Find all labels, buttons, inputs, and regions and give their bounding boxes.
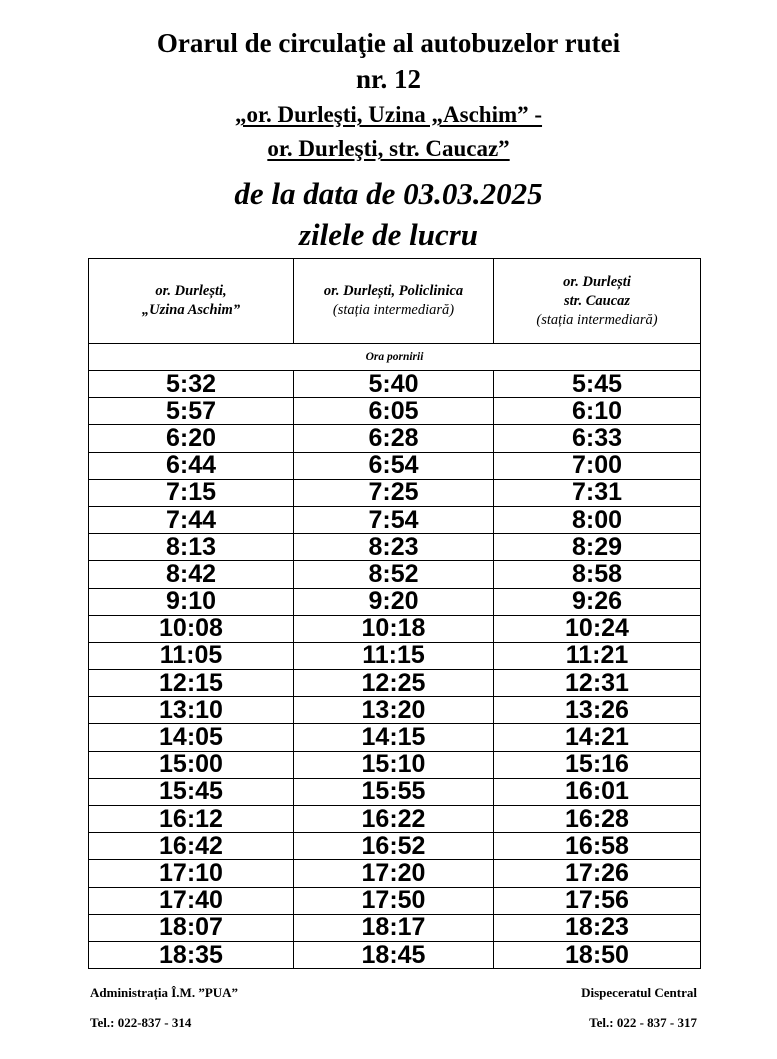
column-header-1-line2: „Uzina Aschim” [141, 302, 241, 318]
departure-time-cell: 11:21 [494, 642, 701, 669]
departure-time-cell: 10:18 [294, 615, 494, 642]
column-header-uzina-aschim [89, 259, 294, 344]
column-header-policlinica [294, 259, 494, 344]
departure-time-cell: 11:15 [294, 642, 494, 669]
departure-time-cell: 12:15 [89, 670, 294, 697]
table-row [89, 751, 701, 778]
departure-time-cell: 18:17 [294, 914, 494, 941]
departure-time-cell: 5:57 [89, 398, 294, 425]
table-row [89, 670, 701, 697]
column-header-2-sub: (stația intermediară) [332, 302, 455, 318]
departure-time-cell: 8:29 [494, 534, 701, 561]
footer-left-phone: Tel.: 022-837 - 314 [90, 1015, 192, 1030]
departure-time-cell: 7:15 [89, 479, 294, 506]
title-route-number: nr. 12 [355, 64, 422, 94]
departure-time-cell: 10:08 [89, 615, 294, 642]
table-row [89, 398, 701, 425]
departure-time-cell: 14:05 [89, 724, 294, 751]
departure-time-cell: 17:50 [294, 887, 494, 914]
departure-time-cell: 8:42 [89, 561, 294, 588]
schedule-days: zilele de lucru [298, 217, 479, 252]
route-name-line-2-text: or. Durleşti, str. Caucaz” [267, 136, 510, 161]
departure-time-cell: 15:00 [89, 751, 294, 778]
table-row [89, 778, 701, 805]
departure-time-cell: 6:05 [294, 398, 494, 425]
schedule-body [89, 371, 701, 969]
departure-time-cell: 13:20 [294, 697, 494, 724]
departure-time-cell: 17:20 [294, 860, 494, 887]
departure-time-cell: 6:28 [294, 425, 494, 452]
departure-time-cell: 7:31 [494, 479, 701, 506]
departure-time-cell: 13:10 [89, 697, 294, 724]
departure-time-cell: 18:45 [294, 941, 494, 968]
ora-pornirii-row [89, 344, 701, 371]
table-row [89, 642, 701, 669]
departure-time-cell: 6:44 [89, 452, 294, 479]
departure-time-cell: 15:16 [494, 751, 701, 778]
departure-time-cell: 16:01 [494, 778, 701, 805]
table-row [89, 615, 701, 642]
footer-left-organization: Administrația Î.M. ”PUA” [90, 985, 239, 1000]
departure-time-cell: 16:52 [294, 833, 494, 860]
column-header-3-line2: str. Caucaz [563, 292, 631, 309]
footer-right-organization: Dispeceratul Central [581, 985, 697, 1000]
departure-time-cell: 5:32 [89, 371, 294, 398]
column-header-str-caucaz [494, 259, 701, 344]
table-row [89, 887, 701, 914]
departure-time-cell: 8:58 [494, 561, 701, 588]
departure-time-cell: 14:15 [294, 724, 494, 751]
footer-right-phone: Tel.: 022 - 837 - 317 [589, 1015, 697, 1030]
departure-time-cell: 9:26 [494, 588, 701, 615]
departure-time-cell: 5:40 [294, 371, 494, 398]
column-header-3-line1: or. Durlești [563, 273, 631, 290]
route-name-line-1-text: „or. Durleşti, Uzina „Aschim” - [234, 102, 543, 127]
table-row [89, 860, 701, 887]
departure-time-cell: 18:50 [494, 941, 701, 968]
table-row [89, 833, 701, 860]
table-row [89, 914, 701, 941]
column-header-3-sub: (stația intermediară) [536, 311, 658, 328]
departure-time-cell: 9:20 [294, 588, 494, 615]
departure-time-cell: 7:25 [294, 479, 494, 506]
title-line-1: Orarul de circulaţie al autobuzelor rutei [156, 28, 621, 58]
table-row [89, 534, 701, 561]
departure-time-cell: 15:55 [294, 778, 494, 805]
table-row [89, 506, 701, 533]
route-name-line-2 [0, 136, 777, 162]
departure-time-cell: 18:35 [89, 941, 294, 968]
departure-time-cell: 7:44 [89, 506, 294, 533]
departure-time-cell: 8:13 [89, 534, 294, 561]
table-row [89, 724, 701, 751]
departure-time-cell: 8:23 [294, 534, 494, 561]
departure-time-cell: 7:00 [494, 452, 701, 479]
departure-time-cell: 12:25 [294, 670, 494, 697]
departure-time-cell: 5:45 [494, 371, 701, 398]
departure-time-cell: 14:21 [494, 724, 701, 751]
departure-time-cell: 13:26 [494, 697, 701, 724]
departure-time-cell: 8:00 [494, 506, 701, 533]
departure-time-cell: 16:22 [294, 806, 494, 833]
column-header-1-line1: or. Durlești, [155, 283, 227, 299]
departure-time-cell: 9:10 [89, 588, 294, 615]
departure-time-cell: 7:54 [294, 506, 494, 533]
departure-time-cell: 16:12 [89, 806, 294, 833]
table-row [89, 941, 701, 968]
departure-time-cell: 17:56 [494, 887, 701, 914]
effective-date: de la data de 03.03.2025 [234, 176, 543, 211]
departure-time-cell: 17:40 [89, 887, 294, 914]
column-header-2-line1: or. Durlești, Policlinica [323, 283, 464, 299]
departure-time-cell: 16:42 [89, 833, 294, 860]
table-row [89, 806, 701, 833]
table-row [89, 697, 701, 724]
departure-time-cell: 6:20 [89, 425, 294, 452]
column-header-row [89, 259, 701, 344]
route-name-line-1 [0, 102, 777, 128]
departure-time-cell: 17:10 [89, 860, 294, 887]
departure-time-cell: 12:31 [494, 670, 701, 697]
departure-time-cell: 15:10 [294, 751, 494, 778]
departure-time-cell: 10:24 [494, 615, 701, 642]
table-row [89, 371, 701, 398]
departure-time-cell: 15:45 [89, 778, 294, 805]
table-row [89, 588, 701, 615]
departure-time-cell: 18:23 [494, 914, 701, 941]
table-row [89, 561, 701, 588]
table-row [89, 479, 701, 506]
ora-pornirii-label: Ora pornirii [89, 344, 701, 371]
departure-time-cell: 17:26 [494, 860, 701, 887]
table-row [89, 452, 701, 479]
departure-time-cell: 16:58 [494, 833, 701, 860]
departure-time-cell: 6:54 [294, 452, 494, 479]
departure-time-cell: 6:10 [494, 398, 701, 425]
departure-time-cell: 16:28 [494, 806, 701, 833]
departure-time-cell: 18:07 [89, 914, 294, 941]
departure-time-cell: 11:05 [89, 642, 294, 669]
table-row [89, 425, 701, 452]
departure-time-cell: 8:52 [294, 561, 494, 588]
schedule-table [88, 258, 701, 969]
departure-time-cell: 6:33 [494, 425, 701, 452]
